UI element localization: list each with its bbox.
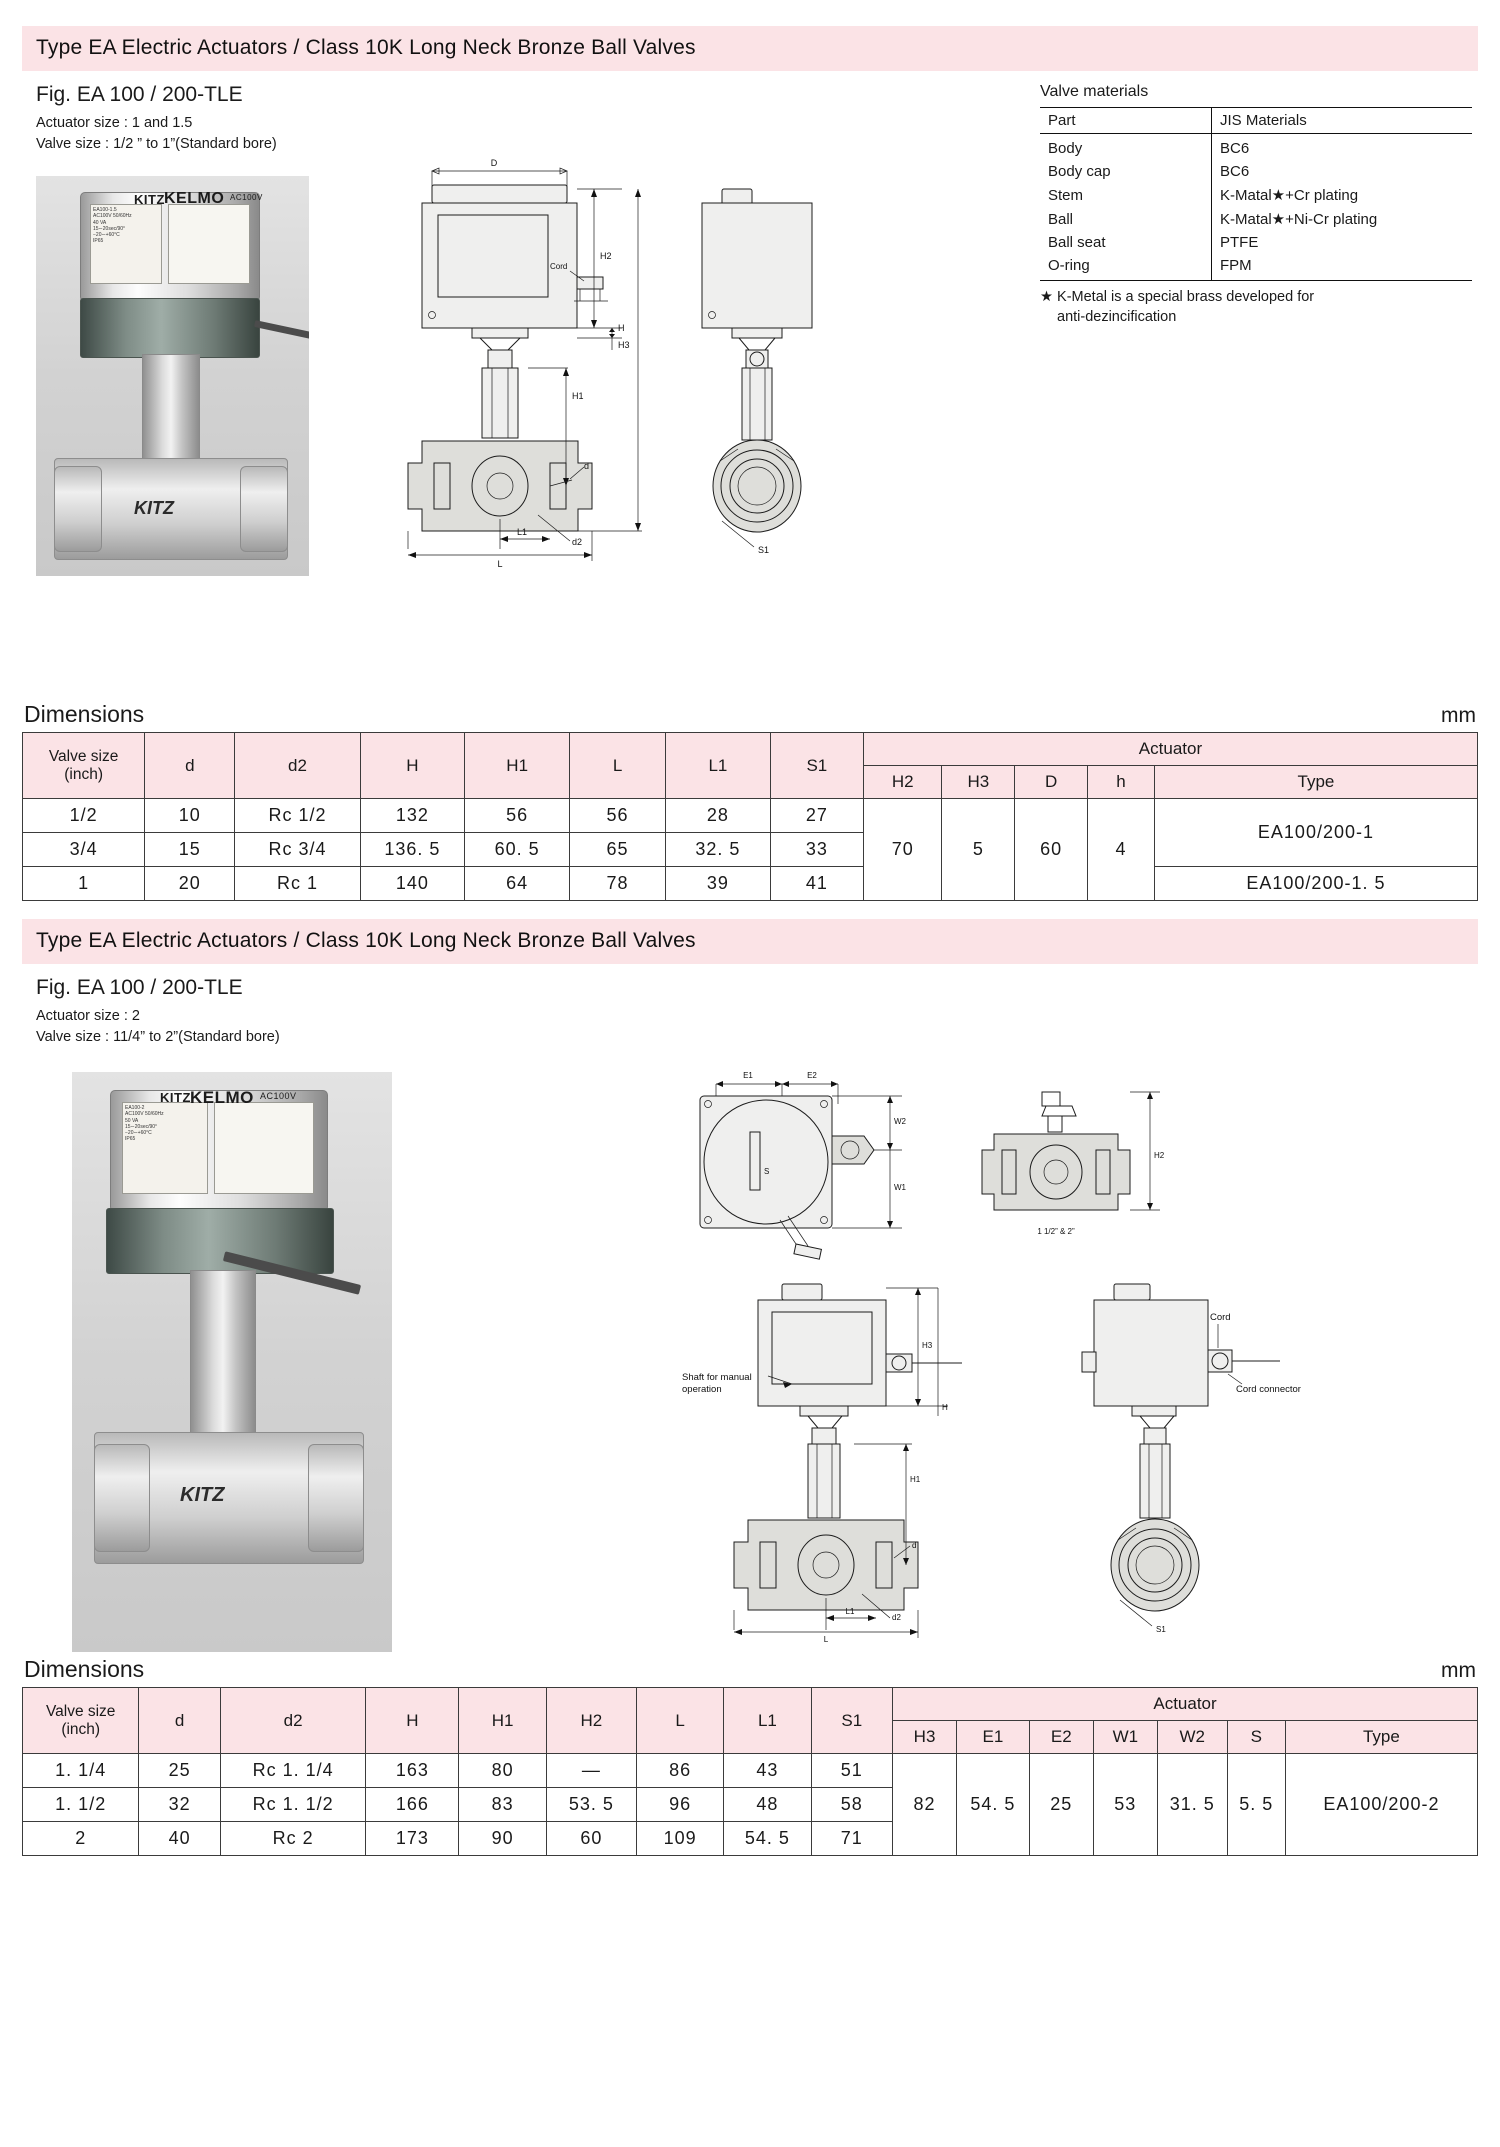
header-H1: H1	[465, 733, 570, 799]
table-row	[1040, 207, 1472, 231]
materials-note-line1: ★ K-Metal is a special brass developed for	[1040, 289, 1315, 305]
svg-text:H2: H2	[1154, 1151, 1165, 1160]
valve-end-right	[240, 466, 288, 552]
nameplate-line-4: 15∼20sec/90°	[93, 225, 126, 232]
table-row	[23, 867, 1478, 901]
dimensions-table-1	[22, 732, 1478, 901]
header-W1: W1	[1093, 1721, 1157, 1754]
figure-subtitle-2-line1: Actuator size : 2	[36, 1008, 140, 1024]
header-H2: H2	[863, 766, 942, 799]
dimensions-unit-2: mm	[1441, 1659, 1476, 1682]
table-row	[1040, 160, 1472, 183]
cell-type-1: EA100/200-1	[1154, 799, 1477, 867]
nameplate-line-5: −20∼+60°C	[125, 1130, 152, 1136]
cell-S1: 71	[811, 1822, 892, 1856]
valve-materials-panel	[1040, 83, 1472, 327]
dimensions-title-1: Dimensions	[24, 701, 145, 727]
svg-text:operation: operation	[682, 1384, 722, 1395]
header-L: L	[570, 733, 666, 799]
cell-H1: 56	[465, 799, 570, 833]
header-valve-size-line1: Valve size	[48, 747, 119, 765]
cell-d2: Rc 1/2	[235, 799, 360, 833]
wiring-diagram-plate-2	[214, 1102, 314, 1194]
header-d: d	[145, 733, 235, 799]
header-actuator-group-1: Actuator	[863, 733, 1477, 766]
cell-L1: 28	[666, 799, 771, 833]
cell-L1: 32. 5	[666, 833, 771, 867]
actuator-base-band-2	[106, 1208, 334, 1274]
valve-end-left-2	[94, 1444, 150, 1552]
header-d2: d2	[235, 733, 360, 799]
svg-text:S: S	[764, 1167, 770, 1176]
table-row	[1040, 183, 1472, 207]
cell-L: 86	[636, 1754, 723, 1788]
section-header-1: Type EA Electric Actuators / Class 10K Long Neck Bronze Ball Valves	[22, 26, 1478, 71]
cell-H2: 53. 5	[546, 1788, 636, 1822]
cell-valve-size: 1. 1/4	[23, 1754, 139, 1788]
cell-L: 56	[570, 799, 666, 833]
cell-D-merged: 60	[1015, 799, 1088, 901]
cell-W2-merged: 31. 5	[1157, 1754, 1227, 1856]
product-photo-1	[36, 176, 309, 576]
valve-brand-mark-1: KITZ	[134, 498, 174, 518]
svg-text:d: d	[912, 1541, 917, 1550]
material-part: Body	[1040, 134, 1212, 161]
cell-E2-merged: 25	[1029, 1754, 1093, 1856]
header-H: H	[366, 1688, 459, 1754]
cell-H: 132	[360, 799, 465, 833]
brand-maker-1: KITZ	[134, 192, 165, 207]
drawing-svg-1	[322, 149, 1022, 579]
material-value: BC6	[1220, 163, 1250, 180]
header-D: D	[1015, 766, 1088, 799]
table-row	[1040, 254, 1472, 281]
technical-drawing-2	[662, 1062, 1482, 1642]
cell-H3-merged: 5	[942, 799, 1015, 901]
cell-H1: 83	[459, 1788, 546, 1822]
svg-text:D: D	[490, 158, 498, 168]
cell-H1: 60. 5	[465, 833, 570, 867]
svg-text:Cord connector: Cord connector	[1236, 1384, 1301, 1395]
header-E2: E2	[1029, 1721, 1093, 1754]
nameplate-line-1: EA100-1.5	[93, 207, 117, 213]
header-L1: L1	[724, 1688, 811, 1754]
cell-H: 163	[366, 1754, 459, 1788]
cell-H: 173	[366, 1822, 459, 1856]
cell-L: 109	[636, 1822, 723, 1856]
header-S1: S1	[811, 1688, 892, 1754]
figure-subtitle-2-line2: Valve size : 11/4” to 2”(Standard bore)	[36, 1029, 280, 1046]
table-row	[23, 799, 1478, 833]
header-S: S	[1227, 1721, 1285, 1754]
technical-drawing-1	[322, 149, 1022, 579]
materials-note-line2: anti-dezincification	[1057, 308, 1177, 325]
svg-text:H3: H3	[922, 1341, 933, 1350]
header-valve-size-line2: (inch)	[64, 765, 103, 783]
cell-d: 20	[145, 867, 235, 901]
nameplate-line-2: AC100V 50/60Hz	[125, 1111, 164, 1118]
svg-text:1 1/2” & 2”: 1 1/2” & 2”	[1037, 1227, 1075, 1236]
cell-S1: 33	[770, 833, 863, 867]
header-H2: H2	[546, 1688, 636, 1754]
cell-d: 40	[139, 1822, 220, 1856]
drawing-svg-2	[662, 1062, 1482, 1642]
cell-L1: 48	[724, 1788, 811, 1822]
material-value: K-Matal★+Ni-Cr plating	[1220, 211, 1378, 228]
svg-text:H1: H1	[572, 391, 584, 401]
svg-text:W2: W2	[894, 1117, 906, 1126]
table-header-row	[1040, 108, 1472, 134]
cell-S1: 41	[770, 867, 863, 901]
dimensions-title-2: Dimensions	[24, 1656, 145, 1682]
nameplate-line-6: IP65	[93, 238, 104, 245]
svg-text:Shaft for manual: Shaft for manual	[682, 1372, 752, 1383]
nameplate-line-2: AC100V 50/60Hz	[93, 213, 132, 220]
table-header-row	[23, 733, 1478, 766]
header-type: Type	[1285, 1721, 1477, 1754]
cell-valve-size: 3/4	[23, 833, 145, 867]
cell-d2: Rc 2	[220, 1822, 366, 1856]
valve-materials-table	[1040, 107, 1472, 281]
cell-type: EA100/200-2	[1285, 1754, 1477, 1856]
material-part: Ball	[1040, 207, 1212, 231]
figure-title-2: Fig. EA 100 / 200-TLE	[36, 976, 243, 999]
svg-text:S1: S1	[758, 545, 770, 555]
svg-text:d: d	[584, 461, 590, 471]
cell-S1: 27	[770, 799, 863, 833]
cell-L1: 54. 5	[724, 1822, 811, 1856]
cell-L: 65	[570, 833, 666, 867]
nameplate-line-5: −20∼+60°C	[93, 232, 120, 238]
cell-H3-merged: 82	[893, 1754, 957, 1856]
header-type: Type	[1154, 766, 1477, 799]
dimensions-unit-1: mm	[1441, 704, 1476, 727]
header-valve-size-1	[23, 733, 145, 799]
nameplate-line-3: 50 VA	[125, 1117, 139, 1124]
cell-H2: 60	[546, 1822, 636, 1856]
cell-L1: 39	[666, 867, 771, 901]
cell-S1: 58	[811, 1788, 892, 1822]
cell-valve-size: 1. 1/2	[23, 1788, 139, 1822]
svg-text:H: H	[618, 323, 625, 333]
brand-voltage-2: AC100V	[260, 1091, 297, 1101]
header-H3: H3	[893, 1721, 957, 1754]
cell-d2: Rc 1	[235, 867, 360, 901]
cell-H1: 90	[459, 1822, 546, 1856]
svg-text:L1: L1	[845, 1607, 855, 1616]
brand-maker-2: KITZ	[160, 1090, 191, 1105]
valve-materials-title: Valve materials	[1040, 83, 1149, 100]
header-actuator-group-2: Actuator	[893, 1688, 1478, 1721]
nameplate	[90, 204, 162, 284]
wiring-diagram-plate	[168, 204, 250, 284]
table-header-row	[23, 1688, 1478, 1721]
nameplate-line-4: 15∼20sec/90°	[125, 1123, 158, 1130]
svg-text:H2: H2	[600, 251, 612, 261]
cell-d: 25	[139, 1754, 220, 1788]
cell-H1: 80	[459, 1754, 546, 1788]
cell-d2: Rc 1. 1/2	[220, 1788, 366, 1822]
header-H: H	[360, 733, 465, 799]
svg-text:H3: H3	[618, 340, 630, 350]
table-row	[1040, 134, 1472, 161]
material-value: FPM	[1212, 254, 1473, 281]
cell-H2: —	[546, 1754, 636, 1788]
header-H1: H1	[459, 1688, 546, 1754]
cell-H: 136. 5	[360, 833, 465, 867]
svg-text:Cord: Cord	[1210, 1312, 1231, 1323]
svg-text:d2: d2	[892, 1613, 901, 1622]
valve-end-right-2	[308, 1444, 364, 1552]
cell-H2-merged: 70	[863, 799, 942, 901]
valve-end-left	[54, 466, 102, 552]
svg-text:Cord: Cord	[550, 262, 568, 271]
valve-neck	[142, 354, 200, 468]
material-part: Stem	[1040, 183, 1212, 207]
materials-col-jis: JIS Materials	[1212, 108, 1473, 134]
catalog-page	[0, 26, 1500, 2147]
svg-text:E1: E1	[743, 1071, 753, 1080]
actuator-base-band	[80, 298, 260, 358]
svg-text:L1: L1	[516, 527, 528, 537]
materials-note	[1040, 288, 1472, 327]
cell-h-merged: 4	[1087, 799, 1154, 901]
materials-col-part: Part	[1040, 108, 1212, 134]
cell-valve-size: 2	[23, 1822, 139, 1856]
brand-kelmo-2: KELMO	[190, 1088, 254, 1107]
figure-title-1: Fig. EA 100 / 200-TLE	[36, 83, 243, 106]
material-value: BC6	[1220, 140, 1250, 157]
valve-brand-mark-2: KITZ	[180, 1484, 225, 1506]
svg-text:H: H	[942, 1403, 948, 1412]
dimensions-header-1	[22, 701, 1478, 732]
material-value: K-Matal★+Cr plating	[1220, 187, 1359, 204]
cell-L1: 43	[724, 1754, 811, 1788]
header-W2: W2	[1157, 1721, 1227, 1754]
svg-text:W1: W1	[894, 1183, 906, 1192]
nameplate-2	[122, 1102, 208, 1194]
brand-voltage-1: AC100V	[230, 193, 263, 202]
cell-L: 96	[636, 1788, 723, 1822]
material-value: PTFE	[1220, 234, 1259, 251]
cell-d: 15	[145, 833, 235, 867]
svg-text:d2: d2	[572, 537, 583, 547]
header-H3: H3	[942, 766, 1015, 799]
cell-E1-merged: 54. 5	[957, 1754, 1030, 1856]
header-S1: S1	[770, 733, 863, 799]
figure-subtitle-1-line2: Valve size : 1/2 ” to 1”(Standard bore)	[36, 136, 277, 153]
dimensions-header-2	[22, 1656, 1478, 1687]
figure-subtitle-1-line1: Actuator size : 1 and 1.5	[36, 115, 193, 131]
svg-text:E2: E2	[807, 1071, 817, 1080]
figure-block-1	[22, 71, 1478, 701]
header-h: h	[1087, 766, 1154, 799]
cell-d: 10	[145, 799, 235, 833]
header-valve-size-line2: (inch)	[61, 1720, 101, 1738]
cell-d2: Rc 1. 1/4	[220, 1754, 366, 1788]
svg-text:H1: H1	[910, 1475, 921, 1484]
cell-H1: 64	[465, 867, 570, 901]
nameplate-line-6: IP65	[125, 1136, 136, 1143]
material-part: Ball seat	[1040, 231, 1212, 254]
brand-kelmo-1: KELMO	[164, 190, 225, 207]
header-valve-size-line1: Valve size	[45, 1702, 116, 1720]
header-E1: E1	[957, 1721, 1030, 1754]
cell-valve-size: 1/2	[23, 799, 145, 833]
cell-valve-size: 1	[23, 867, 145, 901]
cell-type-2: EA100/200-1. 5	[1154, 867, 1477, 901]
header-L1: L1	[666, 733, 771, 799]
header-d2: d2	[220, 1688, 366, 1754]
header-d: d	[139, 1688, 220, 1754]
header-valve-size-2	[23, 1688, 139, 1754]
nameplate-line-3: 40 VA	[93, 219, 107, 226]
section-header-2: Type EA Electric Actuators / Class 10K Long Neck Bronze Ball Valves	[22, 919, 1478, 964]
header-L: L	[636, 1688, 723, 1754]
product-photo-2	[72, 1072, 392, 1652]
cell-L: 78	[570, 867, 666, 901]
table-row	[23, 1754, 1478, 1788]
cell-W1-merged: 53	[1093, 1754, 1157, 1856]
table-row	[1040, 231, 1472, 254]
dimensions-table-2	[22, 1687, 1478, 1856]
svg-text:L: L	[497, 559, 503, 569]
cell-S-merged: 5. 5	[1227, 1754, 1285, 1856]
cell-H: 166	[366, 1788, 459, 1822]
cell-d2: Rc 3/4	[235, 833, 360, 867]
svg-text:L: L	[823, 1635, 829, 1642]
svg-text:S1: S1	[1156, 1625, 1166, 1634]
nameplate-line-1: EA100-2	[125, 1105, 145, 1111]
material-part: O-ring	[1040, 254, 1212, 281]
valve-neck-2	[190, 1270, 256, 1442]
cell-d: 32	[139, 1788, 220, 1822]
figure-block-2	[22, 964, 1478, 1656]
cell-H: 140	[360, 867, 465, 901]
material-part: Body cap	[1040, 160, 1212, 183]
cell-S1: 51	[811, 1754, 892, 1788]
